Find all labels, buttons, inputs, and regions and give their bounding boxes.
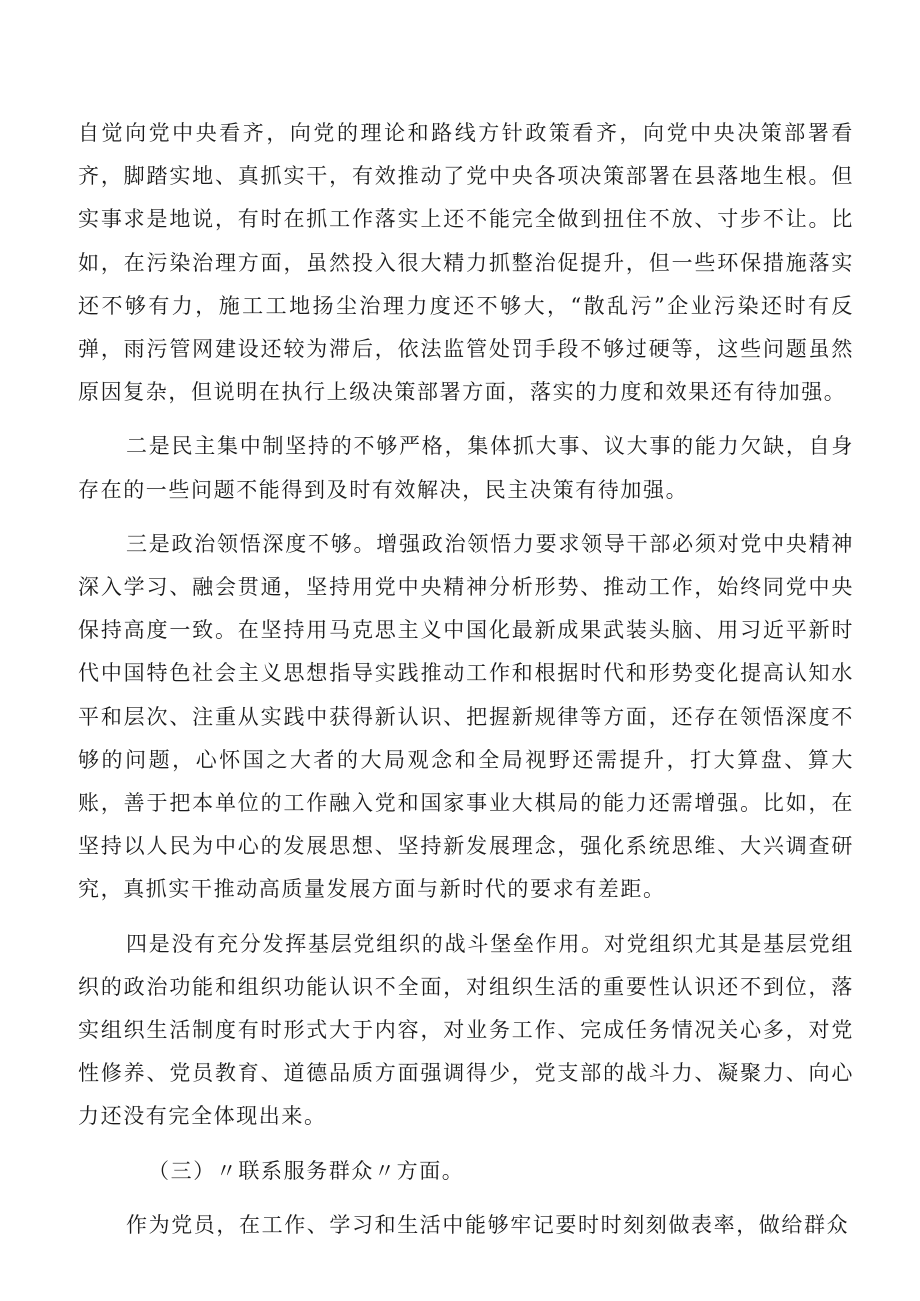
paragraph-point-four: 四是没有充分发挥基层党组织的战斗堡垒作用。对党组织尤其是基层党组织的政治功能和组织功能认识不全面，对组织生活的重要性认识还不到位，落实组织生活制度有时形式大于内容，对业务工作、完成任务情况关心多，对党性修养、党员教育、道德品质方面强调得少，党支部的战斗力、凝聚力、向心力还没有完全体现出来。: [78, 931, 854, 1129]
paragraph-point-three: 三是政治领悟深度不够。增强政治领悟力要求领导干部必须对党中央精神深入学习、融会贯通，坚持用党中央精神分析形势、推动工作，始终同党中央保持高度一致。在坚持用马克思主义中国化最新成果武装头脑、用习近平新时代中国特色社会主义思想指导实践推动工作和根据时代和形势变化提高认知水平和层次、注重从实践中获得新认识、把握新规律等方面，还存在领悟深度不够的问题，心怀国之大者的大局观念和全局视野还需提升，打大算盘、算大账，善于把本单位的工作融入党和国家事业大棋局的能力还需增强。比如，在坚持以人民为中心的发展思想、坚持新发展理念，强化系统思维、大兴调查研究，真抓实干推动高质量发展方面与新时代的要求有差距。: [78, 531, 854, 902]
paragraph-continuation: 自觉向党中央看齐，向党的理论和路线方针政策看齐，向党中央决策部署看齐，脚踏实地、真抓实干，有效推动了党中央各项决策部署在县落地生根。但实事求是地说，有时在抓工作落实上还不能完全做到扭住不放、寸步不让。比如，在污染治理方面，虽然投入很大精力抓整治促提升，但一些环保措施落实还不够有力，施工工地扬尘治理力度还不够大，“散乱污”企业污染还时有反弹，雨污管网建设还较为滞后，依法监管处罚手段不够过硬等，这些问题虽然原因复杂，但说明在执行上级决策部署方面，落实的力度和效果还有待加强。: [78, 121, 854, 405]
document-body: [78, 112, 854, 1247]
paragraph-point-two: 二是民主集中制坚持的不够严格，集体抓大事、议大事的能力欠缺，自身存在的一些问题不能得到及时有效解决，民主决策有待加强。: [78, 434, 854, 502]
section-heading-three: （三）〃联系服务群众〃方面。: [148, 1158, 465, 1183]
paragraph-section-three-intro: 作为党员，在工作、学习和生活中能够牢记要时时刻刻做表率，做给群众: [126, 1212, 850, 1237]
